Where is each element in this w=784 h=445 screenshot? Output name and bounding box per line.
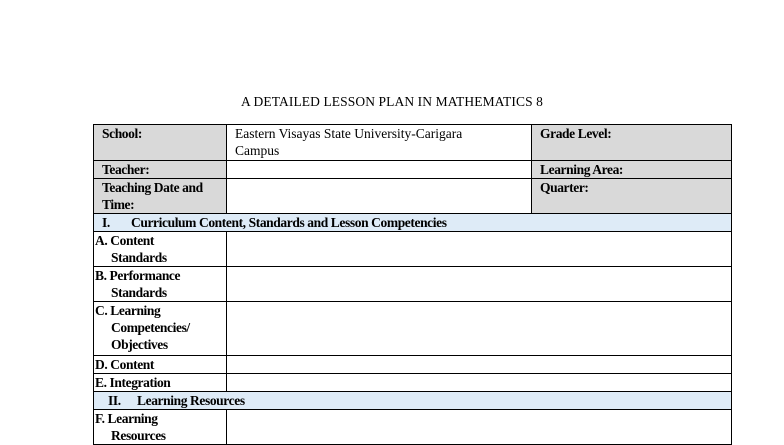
teacher-row (94, 161, 732, 179)
integration-row (94, 374, 732, 392)
content-row (94, 356, 732, 374)
section-2-heading (94, 392, 732, 410)
learning-resources-value-cell[interactable] (227, 410, 732, 445)
learning-resources-label-line-1: F. Learning (95, 411, 158, 426)
section-2-title: Learning Resources (137, 393, 245, 408)
teaching-date-row (94, 179, 732, 214)
learning-resources-row (94, 410, 732, 445)
integration-label: E. Integration (95, 375, 171, 390)
content-standards-row (94, 232, 732, 267)
teaching-date-label-cell (94, 179, 227, 214)
content-standards-value-cell[interactable] (227, 232, 732, 267)
learning-resources-label-line-2: Resources (111, 428, 166, 443)
learning-competencies-label-line-2: Competencies/ (111, 320, 190, 335)
school-value-line-2: Campus (235, 143, 280, 158)
performance-standards-row (94, 267, 732, 302)
section-1-row (94, 214, 732, 232)
quarter-label: Quarter: (540, 180, 589, 195)
integration-label-cell (94, 374, 227, 392)
learning-competencies-label-cell (94, 302, 227, 356)
school-row (94, 125, 732, 161)
school-value-line-1: Eastern Visayas State University-Carigara (235, 126, 463, 141)
learning-area-label-cell (532, 161, 732, 179)
learning-competencies-label-line-1: C. Learning (95, 303, 161, 318)
school-label: School: (102, 126, 142, 141)
performance-standards-label-line-2: Standards (111, 285, 167, 300)
teaching-date-label-line-2: Time: (102, 197, 135, 212)
teacher-label-cell (94, 161, 227, 179)
integration-value-cell[interactable] (227, 374, 732, 392)
section-2-row (94, 392, 732, 410)
teacher-value-cell[interactable] (227, 161, 532, 179)
learning-resources-label-cell (94, 410, 227, 445)
content-standards-label-line-1: A. Content (95, 233, 154, 248)
content-label-cell (94, 356, 227, 374)
grade-level-label-cell (532, 125, 732, 161)
learning-competencies-label-line-3: Objectives (111, 337, 168, 352)
performance-standards-label-line-1: B. Performance (95, 268, 181, 283)
content-value-cell[interactable] (227, 356, 732, 374)
content-standards-label-line-2: Standards (111, 250, 167, 265)
learning-competencies-row (94, 302, 732, 356)
school-label-cell (94, 125, 227, 161)
teaching-date-label-line-1: Teaching Date and (102, 180, 203, 195)
school-value-cell[interactable] (227, 125, 532, 161)
section-1-heading (94, 214, 732, 232)
document-title: A DETAILED LESSON PLAN IN MATHEMATICS 8 (240, 94, 544, 109)
performance-standards-label-cell (94, 267, 227, 302)
content-label: D. Content (95, 357, 154, 372)
learning-area-label: Learning Area: (540, 162, 624, 177)
learning-competencies-value-cell[interactable] (227, 302, 732, 356)
grade-level-label: Grade Level: (540, 126, 612, 141)
performance-standards-value-cell[interactable] (227, 267, 732, 302)
teacher-label: Teacher: (102, 162, 150, 177)
content-standards-label-cell (94, 232, 227, 267)
section-2-number: II. (108, 393, 121, 408)
lesson-plan-table (93, 124, 732, 445)
section-1-title: Curriculum Content, Standards and Lesson Competencies (131, 215, 447, 230)
teaching-date-value-cell[interactable] (227, 179, 532, 214)
quarter-label-cell (532, 179, 732, 214)
section-1-number: I. (102, 215, 110, 230)
